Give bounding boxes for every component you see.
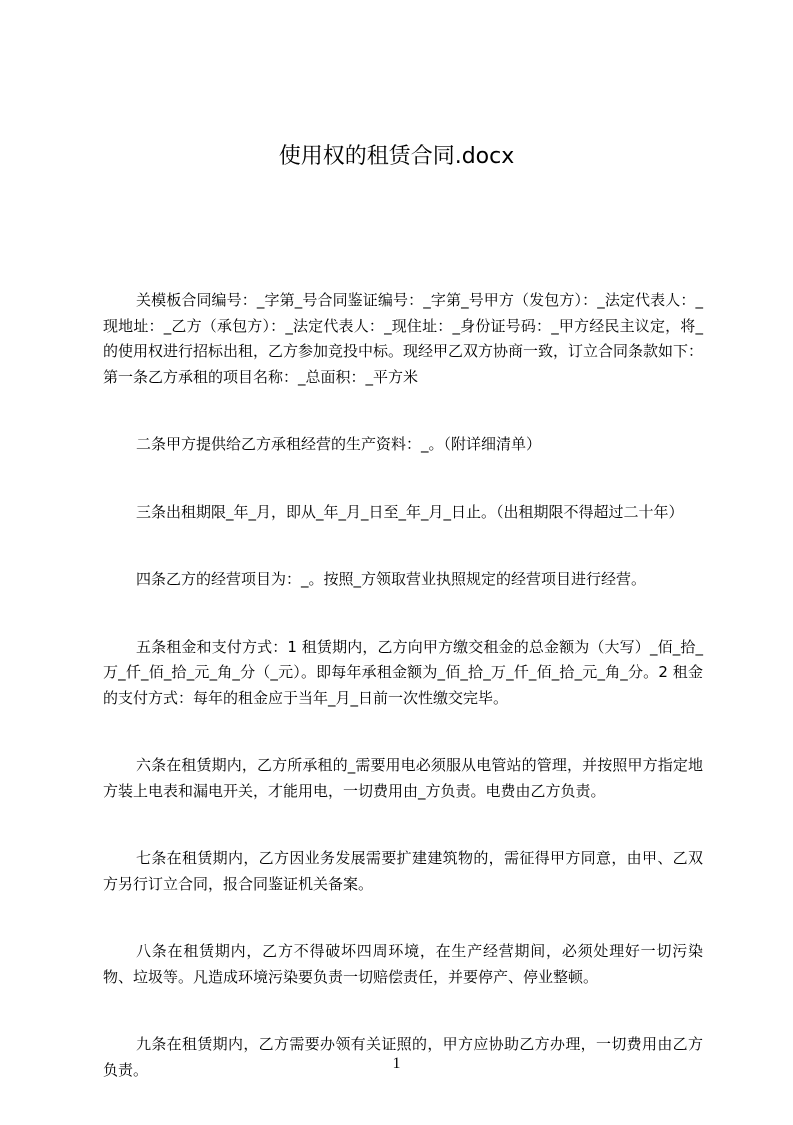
paragraph-clause-9: 九条在租赁期内，乙方需要办领有关证照的，甲方应协助乙方办理，一切费用由乙方负责。 xyxy=(103,1035,703,1079)
page-number: 1 xyxy=(392,1055,401,1072)
paragraph-clause-2: 二条甲方提供给乙方承租经营的生产资料：_。（附详细清单） xyxy=(136,435,542,453)
paragraph-clause-3: 三条出租期限_年_月，即从_年_月_日至_年_月_日止。（出租期限不得超过二十年） xyxy=(136,502,684,521)
document-body xyxy=(103,288,703,1125)
paragraph-clause-6: 六条在租赁期内，乙方所承租的_需要用电必须服从电管站的管理，并按照甲方指定地方装上电表和漏电开关，才能用电，一切费用由_方负责。电费由乙方负责。 xyxy=(103,756,703,800)
paragraph-clause-4: 四条乙方的经营项目为：_。按照_方领取营业执照规定的经营项目进行经营。 xyxy=(136,570,647,588)
paragraph-header-clause-1: 关模板合同编号：_字第_号合同鉴证编号：_字第_号甲方（发包方）：_法定代表人：_现地址：_乙方（承包方）：_法定代表人：_现住址：_身份证号码：_甲方经民主议定，将_的使用权进行招标出租，乙方参加竞投中标。现经甲乙双方协商一致，订立合同条款如下：第一条乙方承租的项目名称：_总面积：_平方米 xyxy=(103,291,704,386)
paragraph-clause-7: 七条在租赁期内，乙方因业务发展需要扩建建筑物的，需征得甲方同意，由甲、乙双方另行订立合同，报合同鉴证机关备案。 xyxy=(103,849,703,893)
document-title: 使用权的租赁合同.docx xyxy=(278,144,515,169)
paragraph-clause-5: 五条租金和支付方式：1 租赁期内，乙方向甲方缴交租金的总金额为（大写）_佰_拾_万_仟_佰_拾_元_角_分（_元）。即每年承租金额为_佰_拾_万_仟_佰_拾_元_角_分。2 租金的支付方式：每年的租金应于当年_月_日前一次性缴交完毕。 xyxy=(103,637,703,707)
paragraph-clause-8: 八条在租赁期内，乙方不得破坏四周环境，在生产经营期间，必须处理好一切污染物、垃圾等。凡造成环境污染要负责一切赔偿责任，并要停产、停业整顿。 xyxy=(103,942,703,986)
